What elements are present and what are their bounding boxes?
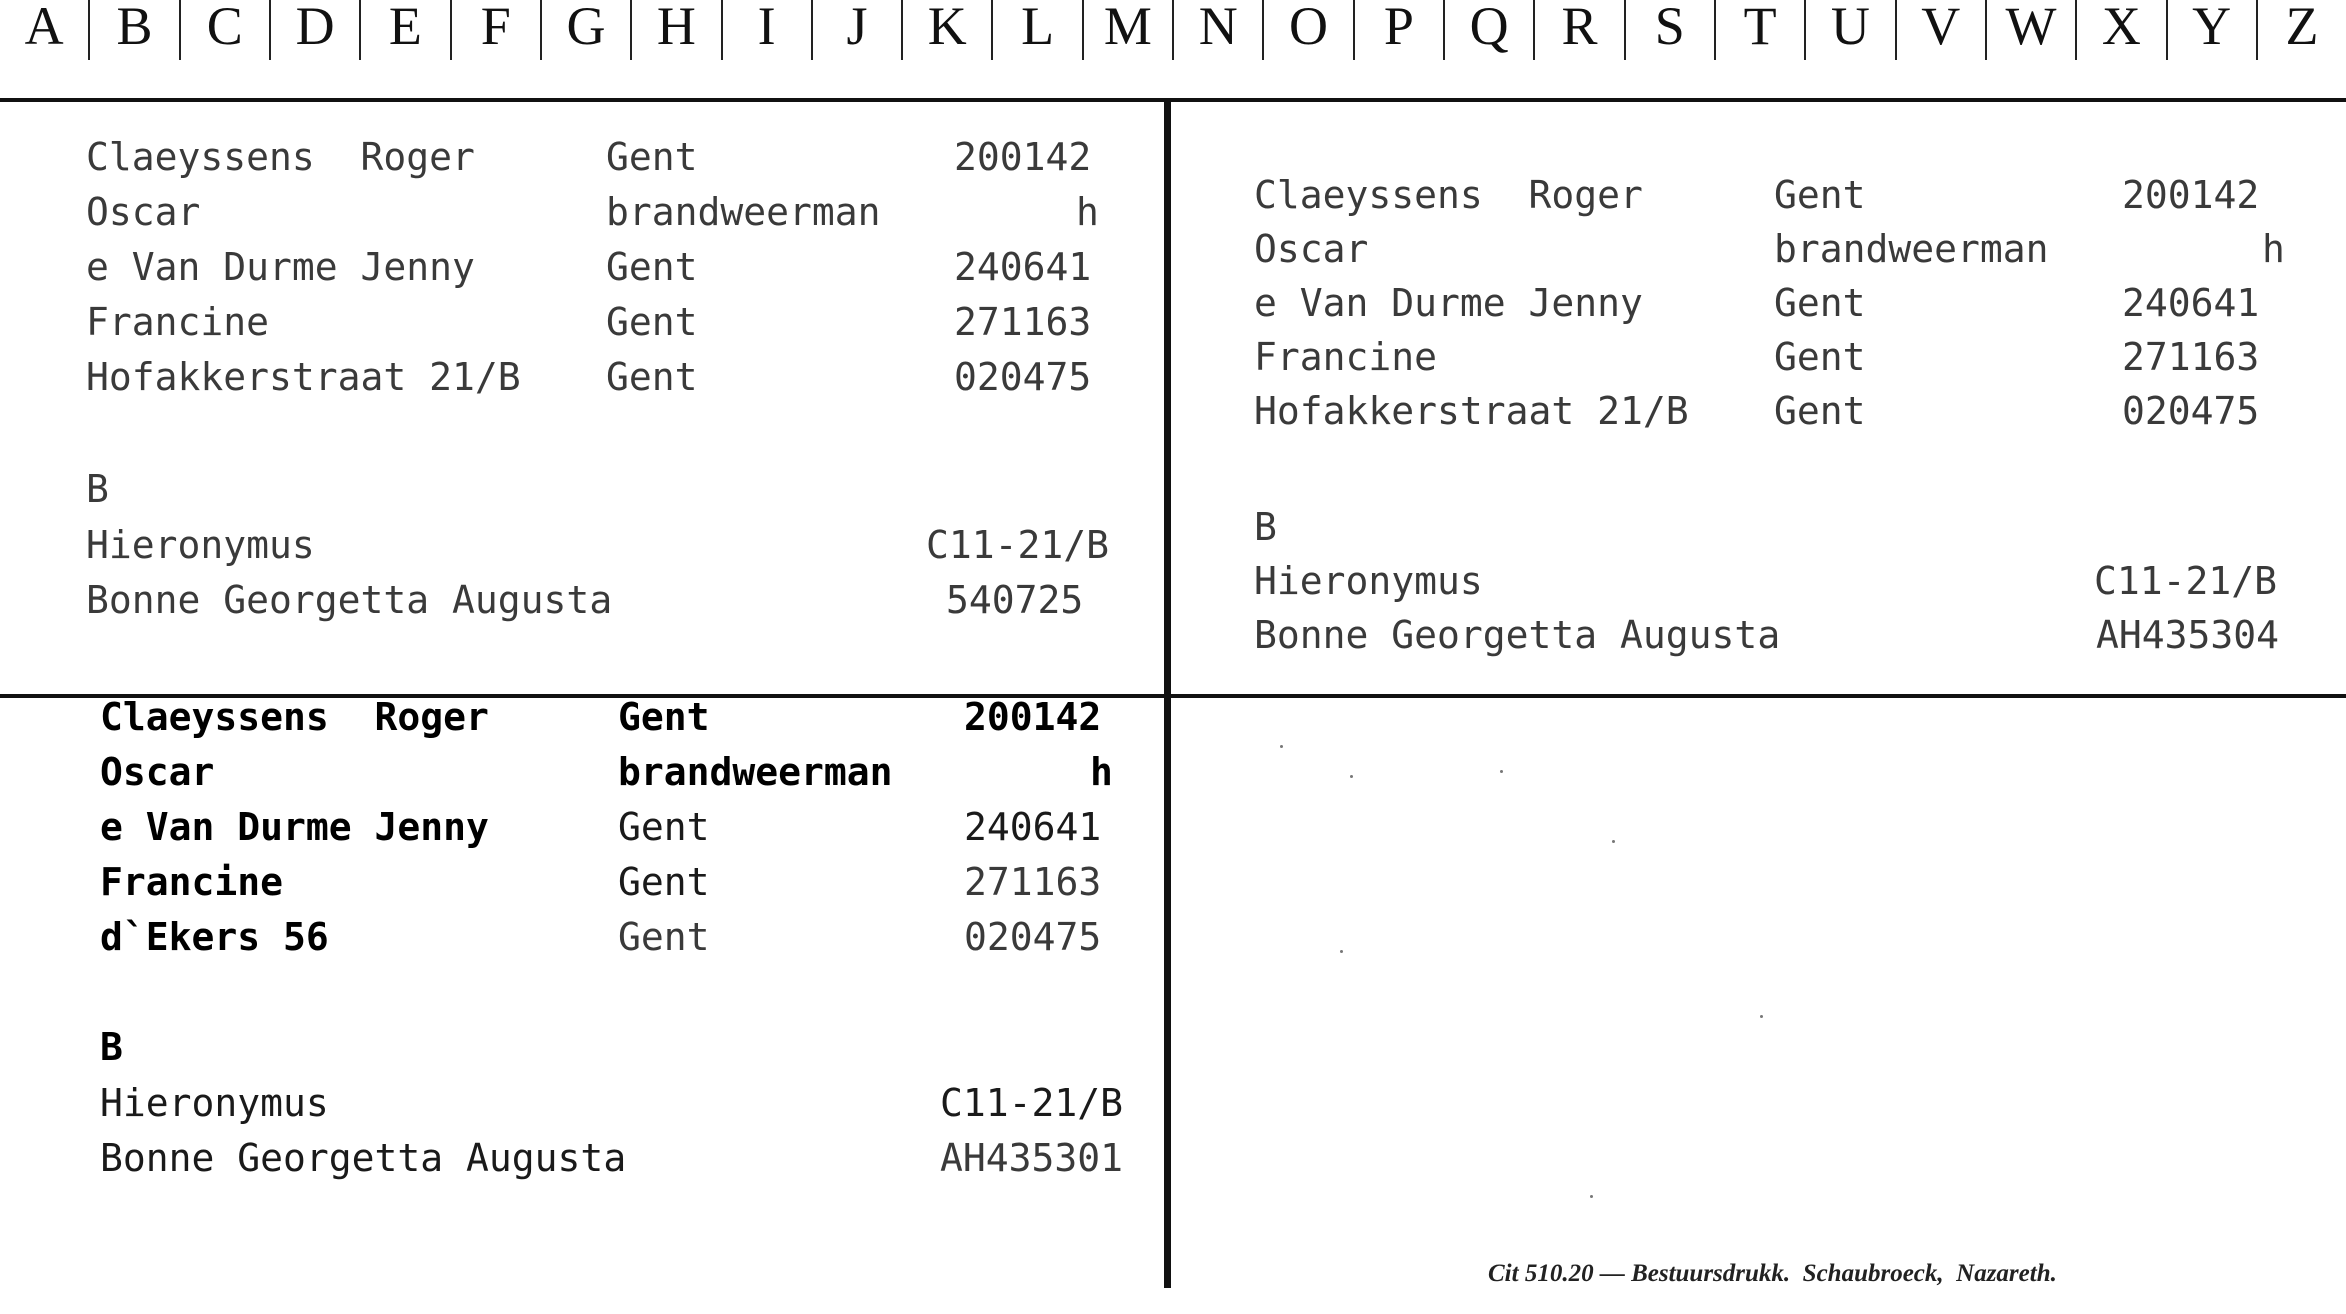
card-spouse: e Van Durme Jenny [1254, 281, 1643, 325]
card-code: h [1090, 750, 1113, 794]
alphabet-letter-s: S [1626, 0, 1716, 60]
alphabet-letter-n: N [1174, 0, 1264, 60]
card-address: d`Ekers 56 [100, 915, 329, 959]
card-address: Hofakkerstraat 21/B [86, 355, 521, 399]
ink-speck [1280, 745, 1283, 748]
alphabet-letter-l: L [993, 0, 1083, 60]
card-address-date: 020475 [964, 915, 1102, 959]
alphabet-letter-y: Y [2168, 0, 2258, 60]
card-street: Hieronymus [86, 523, 315, 567]
alphabet-letter-k: K [903, 0, 993, 60]
card-address-date: 020475 [954, 355, 1092, 399]
card-reference: C11-21/B [926, 523, 1110, 567]
card-marriage-date: 271163 [954, 300, 1092, 344]
alphabet-letter-d: D [271, 0, 361, 60]
card-place: Gent [606, 135, 698, 179]
ink-speck [1500, 770, 1503, 773]
ink-speck [1590, 1195, 1593, 1198]
card-marriage-place: Gent [1774, 335, 1866, 379]
card-date: 200142 [954, 135, 1092, 179]
card-surname: Claeyssens Roger [86, 135, 475, 179]
top-divider-line [0, 98, 2346, 102]
card-reference: C11-21/B [940, 1081, 1124, 1125]
card-mother-name: Bonne Georgetta Augusta [100, 1136, 627, 1180]
card-spouse-firstname: Francine [100, 860, 284, 904]
card-spouse: e Van Durme Jenny [86, 245, 475, 289]
card-date: 200142 [2122, 173, 2260, 217]
ink-speck [1340, 950, 1343, 953]
card-mother-name: Bonne Georgetta Augusta [1254, 613, 1781, 657]
card-address-place: Gent [606, 355, 698, 399]
alphabet-letter-u: U [1806, 0, 1896, 60]
card-marriage-place: Gent [618, 860, 710, 904]
card-street: Hieronymus [1254, 559, 1483, 603]
card-section-letter: B [86, 467, 109, 511]
alphabet-letter-c: C [181, 0, 271, 60]
printer-imprint: Cit 510.20 — Bestuursdrukk. Schaubroeck, Nazareth. [1488, 1260, 2057, 1287]
alphabet-letter-r: R [1535, 0, 1625, 60]
alphabet-letter-m: M [1084, 0, 1174, 60]
alphabet-letter-q: Q [1445, 0, 1535, 60]
card-surname: Claeyssens Roger [100, 695, 489, 739]
card-occupation: brandweerman [606, 190, 881, 234]
card-spouse-place: Gent [606, 245, 698, 289]
alphabet-letter-g: G [542, 0, 632, 60]
card-firstname: Oscar [86, 190, 201, 234]
card-spouse: e Van Durme Jenny [100, 805, 489, 849]
card-mother-name: Bonne Georgetta Augusta [86, 578, 613, 622]
alphabet-letter-a: A [0, 0, 90, 60]
card-reference: C11-21/B [2094, 559, 2278, 603]
card-code: h [1076, 190, 1099, 234]
alphabet-letter-o: O [1264, 0, 1354, 60]
card-street: Hieronymus [100, 1081, 329, 1125]
card-spouse-place: Gent [618, 805, 710, 849]
card-firstname: Oscar [100, 750, 215, 794]
ink-speck [1760, 1015, 1763, 1018]
card-place: Gent [1774, 173, 1866, 217]
alphabet-letter-v: V [1897, 0, 1987, 60]
card-spouse-date: 240641 [964, 805, 1102, 849]
card-address-date: 020475 [2122, 389, 2260, 433]
card-spouse-date: 240641 [954, 245, 1092, 289]
card-place: Gent [618, 695, 710, 739]
alphabet-letter-t: T [1716, 0, 1806, 60]
alphabet-letter-x: X [2077, 0, 2167, 60]
card-address-place: Gent [1774, 389, 1866, 433]
card-spouse-firstname: Francine [1254, 335, 1438, 379]
card-id-number: AH435301 [940, 1136, 1124, 1180]
card-surname: Claeyssens Roger [1254, 173, 1643, 217]
card-section-letter: B [100, 1025, 123, 1069]
card-marriage-date: 271163 [2122, 335, 2260, 379]
alphabet-letter-p: P [1355, 0, 1445, 60]
alphabet-letter-b: B [90, 0, 180, 60]
card-spouse-place: Gent [1774, 281, 1866, 325]
ink-speck [1350, 775, 1353, 778]
card-code: h [2262, 227, 2285, 271]
alphabet-letter-z: Z [2285, 0, 2319, 56]
alphabet-letter-f: F [452, 0, 542, 60]
card-spouse-date: 240641 [2122, 281, 2260, 325]
card-occupation: brandweerman [618, 750, 893, 794]
alphabet-letter-e: E [361, 0, 451, 60]
card-date: 200142 [964, 695, 1102, 739]
card-address-place: Gent [618, 915, 710, 959]
alphabet-index-ruler [0, 0, 2346, 62]
alphabet-letter-i: I [723, 0, 813, 60]
alphabet-letter-w: W [1987, 0, 2077, 60]
ink-speck [1612, 840, 1615, 843]
alphabet-letter-j: J [813, 0, 903, 60]
card-address: Hofakkerstraat 21/B [1254, 389, 1689, 433]
card-marriage-date: 271163 [964, 860, 1102, 904]
card-marriage-place: Gent [606, 300, 698, 344]
card-section-letter: B [1254, 505, 1277, 549]
card-id-number: AH435304 [2096, 613, 2280, 657]
card-occupation: brandweerman [1774, 227, 2049, 271]
card-spouse-firstname: Francine [86, 300, 270, 344]
alphabet-letter-h: H [632, 0, 722, 60]
card-firstname: Oscar [1254, 227, 1369, 271]
card-id-number: 540725 [946, 578, 1084, 622]
